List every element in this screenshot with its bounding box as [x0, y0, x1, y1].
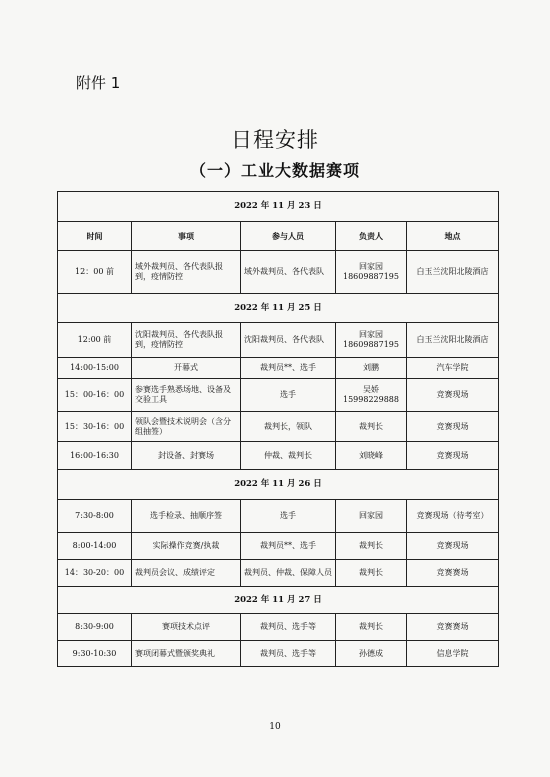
column-header-lead: 负责人 — [336, 222, 407, 251]
item-cell: 域外裁判员、各代表队报到，疫情防控 — [132, 251, 241, 294]
people-cell: 选手 — [241, 379, 336, 412]
item-cell: 赛项闭幕式暨颁奖典礼 — [132, 641, 241, 667]
lead-cell: 孙德成 — [336, 641, 407, 667]
header-row — [58, 222, 499, 251]
people-cell: 域外裁判员、各代表队 — [241, 251, 336, 294]
attachment-label: 附件 1 — [76, 74, 121, 92]
lead-cell: 吴娇 15998229888 — [336, 379, 407, 412]
lead-cell: 刘晓峰 — [336, 442, 407, 470]
date-row — [58, 587, 499, 614]
item-cell: 裁判员会议、成绩评定 — [132, 560, 241, 587]
table-row — [58, 500, 499, 533]
item-cell: 封设备、封赛场 — [132, 442, 241, 470]
time-cell: 8:30-9:00 — [58, 614, 132, 641]
time-cell: 15：30-16：00 — [58, 412, 132, 442]
table-row — [58, 358, 499, 379]
table-row — [58, 412, 499, 442]
column-header-time: 时间 — [58, 222, 132, 251]
table-row — [58, 442, 499, 470]
lead-cell: 回家园 — [336, 500, 407, 533]
date-row — [58, 294, 499, 323]
page-number: 10 — [269, 722, 281, 732]
table-row — [58, 251, 499, 294]
item-cell: 开幕式 — [132, 358, 241, 379]
time-cell: 16:00-16:30 — [58, 442, 132, 470]
people-cell: 沈阳裁判员、各代表队 — [241, 323, 336, 358]
place-cell: 竞赛赛场 — [407, 560, 499, 587]
lead-cell: 裁判长 — [336, 533, 407, 560]
time-cell: 9:30-10:30 — [58, 641, 132, 667]
time-cell: 14：30-20：00 — [58, 560, 132, 587]
place-cell: 竞赛现场 — [407, 442, 499, 470]
item-cell: 实际操作竞赛/执裁 — [132, 533, 241, 560]
place-cell: 信息学院 — [407, 641, 499, 667]
lead-cell: 裁判长 — [336, 560, 407, 587]
column-header-item: 事项 — [132, 222, 241, 251]
lead-cell: 裁判长 — [336, 614, 407, 641]
table-row — [58, 323, 499, 358]
date-cell: 2022 年 11 月 27 日 — [58, 587, 499, 614]
time-cell: 12：00 前 — [58, 251, 132, 294]
place-cell: 白玉兰沈阳北陵酒店 — [407, 323, 499, 358]
place-cell: 汽车学院 — [407, 358, 499, 379]
place-cell: 白玉兰沈阳北陵酒店 — [407, 251, 499, 294]
place-cell: 竞赛现场 — [407, 533, 499, 560]
table-row — [58, 641, 499, 667]
page-subtitle: （一）工业大数据赛项 — [189, 161, 360, 180]
table-row — [58, 379, 499, 412]
people-cell: 选手 — [241, 500, 336, 533]
place-cell: 竞赛现场 — [407, 412, 499, 442]
time-cell: 14:00-15:00 — [58, 358, 132, 379]
people-cell: 裁判员、选手等 — [241, 614, 336, 641]
date-row — [58, 192, 499, 222]
table-row — [58, 533, 499, 560]
lead-cell: 裁判长 — [336, 412, 407, 442]
lead-cell: 刘鹏 — [336, 358, 407, 379]
time-cell: 7:30-8:00 — [58, 500, 132, 533]
item-cell: 参赛选手熟悉场地、设备及交验工具 — [132, 379, 241, 412]
column-header-place: 地点 — [407, 222, 499, 251]
column-header-people: 参与人员 — [241, 222, 336, 251]
item-cell: 赛项技术点评 — [132, 614, 241, 641]
place-cell: 竞赛赛场 — [407, 614, 499, 641]
time-cell: 12:00 前 — [58, 323, 132, 358]
page-title: 日程安排 — [231, 128, 319, 152]
people-cell: 裁判员**、选手 — [241, 533, 336, 560]
item-cell: 领队会暨技术说明会（含分组抽签） — [132, 412, 241, 442]
time-cell: 8:00-14:00 — [58, 533, 132, 560]
people-cell: 裁判长，领队 — [241, 412, 336, 442]
lead-cell: 回家园 18609887195 — [336, 323, 407, 358]
people-cell: 裁判员、选手等 — [241, 641, 336, 667]
place-cell: 竞赛现场（待考室） — [407, 500, 499, 533]
date-cell: 2022 年 11 月 26 日 — [58, 470, 499, 500]
table-row — [58, 560, 499, 587]
date-cell: 2022 年 11 月 23 日 — [58, 192, 499, 222]
item-cell: 沈阳裁判员、各代表队报到，疫情防控 — [132, 323, 241, 358]
place-cell: 竞赛现场 — [407, 379, 499, 412]
date-row — [58, 470, 499, 500]
date-cell: 2022 年 11 月 25 日 — [58, 294, 499, 323]
time-cell: 15：00-16：00 — [58, 379, 132, 412]
people-cell: 裁判员**、选手 — [241, 358, 336, 379]
people-cell: 仲裁、裁判长 — [241, 442, 336, 470]
table-row — [58, 614, 499, 641]
item-cell: 选手检录、抽顺序签 — [132, 500, 241, 533]
schedule-table — [57, 191, 499, 667]
people-cell: 裁判员、仲裁、保障人员 — [241, 560, 336, 587]
lead-cell: 回家园 18609887195 — [336, 251, 407, 294]
